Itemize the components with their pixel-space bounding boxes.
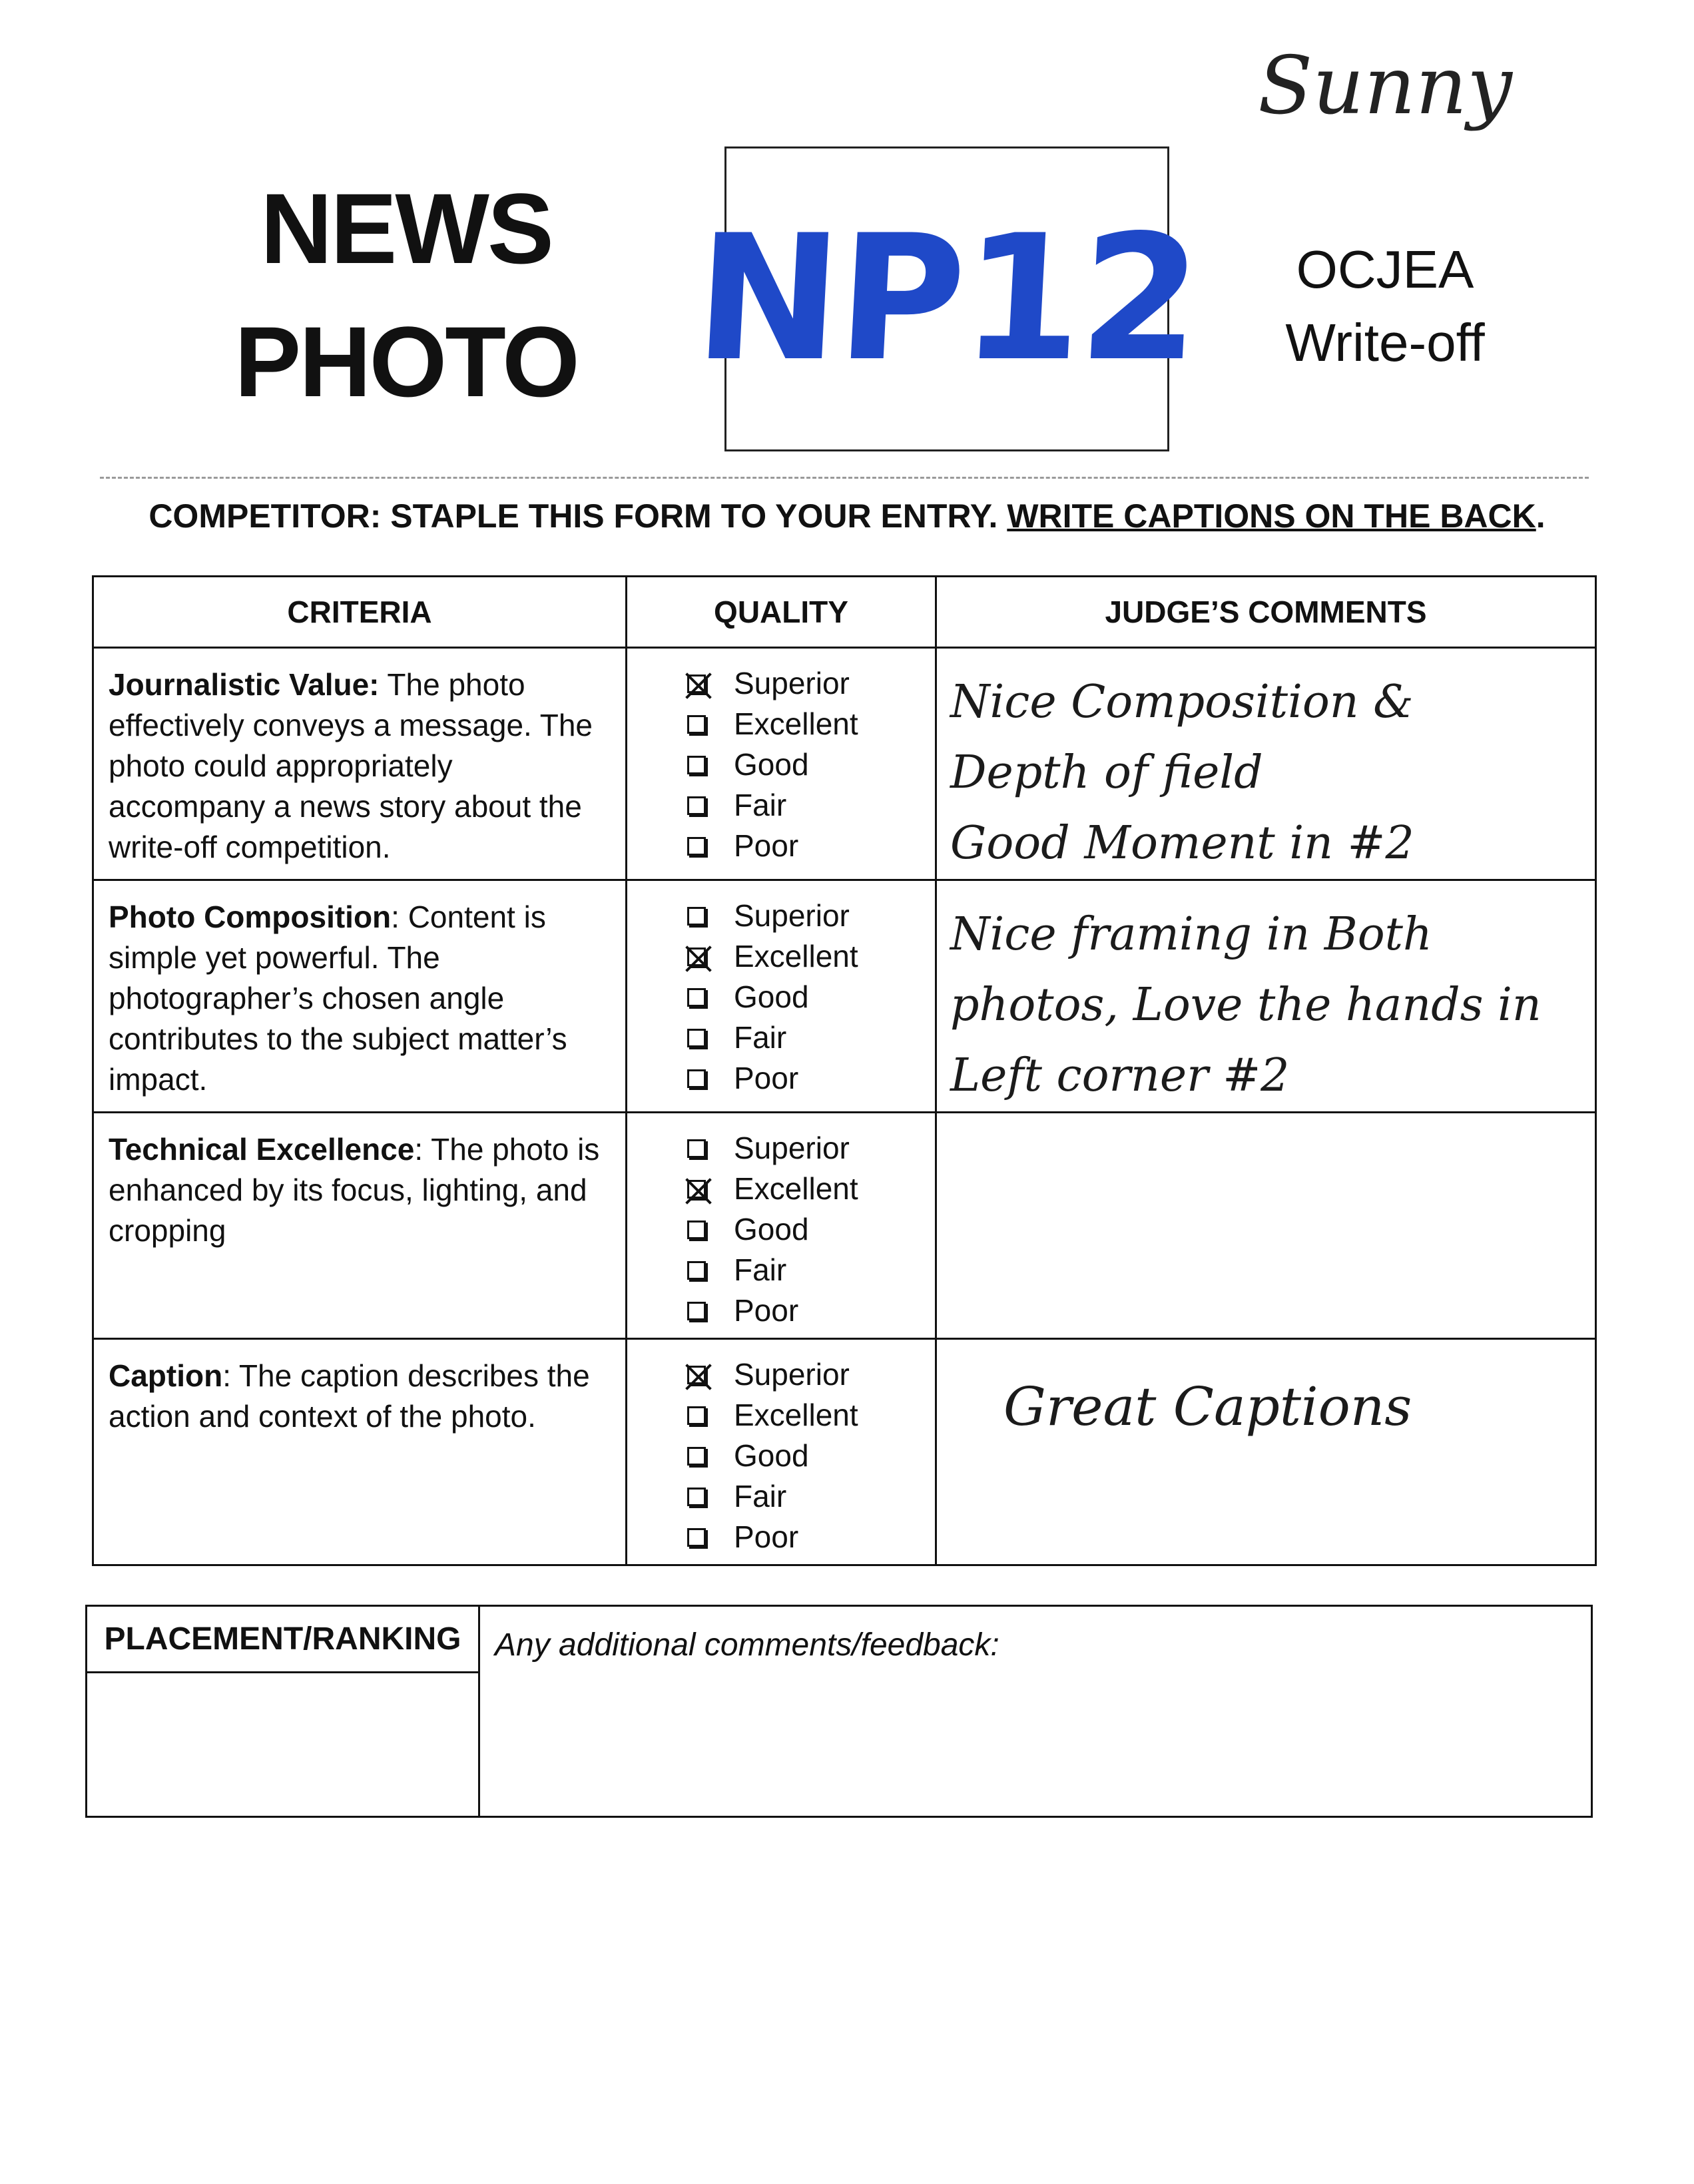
quality-option-label: Superior	[734, 1131, 850, 1165]
instruction-part-2: WRITE CAPTIONS ON THE BACK	[1007, 497, 1536, 535]
quality-option[interactable]	[687, 1517, 935, 1557]
quality-option-label: Poor	[734, 828, 799, 863]
criteria-label: Caption	[109, 1358, 223, 1393]
table-row	[93, 880, 1596, 1113]
quality-option[interactable]	[687, 1250, 935, 1290]
criteria-label: Journalistic Value:	[109, 667, 380, 702]
feedback-area[interactable]	[479, 1606, 1592, 1817]
quality-option-label: Good	[734, 979, 809, 1014]
table-row	[93, 648, 1596, 880]
quality-option-label: Excellent	[734, 1398, 858, 1432]
checked-box-icon[interactable]	[687, 1180, 706, 1199]
competitor-name-handwritten: Sunny	[1258, 40, 1512, 133]
quality-cell	[627, 880, 936, 1113]
quality-option[interactable]	[687, 1169, 935, 1209]
quality-cell	[627, 648, 936, 880]
judge-comment-cell[interactable]	[936, 880, 1596, 1113]
quality-option-label: Poor	[734, 1293, 799, 1328]
quality-option[interactable]	[687, 977, 935, 1017]
checked-box-icon[interactable]	[687, 1366, 706, 1384]
org-line-1: OCJEA	[1296, 240, 1474, 299]
quality-option[interactable]	[687, 896, 935, 936]
checked-box-icon[interactable]	[687, 675, 706, 693]
quality-option-label: Excellent	[734, 1171, 858, 1206]
criteria-cell	[93, 1339, 627, 1565]
quality-option-label: Superior	[734, 1357, 850, 1392]
criteria-label: Technical Excellence	[109, 1132, 415, 1167]
quality-option-label: Fair	[734, 788, 787, 822]
criteria-label: Photo Composition	[109, 900, 392, 934]
judge-comment-cell[interactable]	[936, 1113, 1596, 1339]
quality-option-label: Fair	[734, 1252, 787, 1287]
checkbox-icon[interactable]	[687, 796, 706, 815]
table-header-row	[93, 577, 1596, 648]
placement-header: PLACEMENT/RANKING	[87, 1606, 479, 1673]
criteria-cell	[93, 648, 627, 880]
criteria-cell	[93, 880, 627, 1113]
quality-option[interactable]	[687, 744, 935, 785]
checkbox-icon[interactable]	[687, 715, 706, 734]
quality-option[interactable]	[687, 1017, 935, 1058]
entry-code-box	[691, 146, 1203, 451]
judge-comment-cell[interactable]	[936, 1339, 1596, 1565]
divider	[100, 477, 1589, 479]
quality-cell	[627, 1339, 936, 1565]
quality-option-label: Fair	[734, 1020, 787, 1055]
criteria-description: : Content is simple yet powerful. The photographer’s chosen angle contributes to the subject matter’s impact.	[109, 900, 567, 1097]
criteria-cell	[93, 1113, 627, 1339]
checkbox-icon[interactable]	[687, 1069, 706, 1088]
entry-code: NP12	[691, 198, 1203, 400]
quality-option-label: Poor	[734, 1519, 799, 1554]
quality-option-label: Superior	[734, 666, 850, 700]
quality-option-label: Poor	[734, 1061, 799, 1095]
quality-option[interactable]	[687, 1354, 935, 1395]
checkbox-icon[interactable]	[687, 1406, 706, 1425]
judge-comment-line: Good Moment in #2	[950, 817, 1414, 870]
quality-option[interactable]	[687, 826, 935, 866]
checkbox-icon[interactable]	[687, 1302, 706, 1320]
quality-option[interactable]	[687, 1436, 935, 1476]
quality-option-label: Excellent	[734, 939, 858, 973]
quality-option[interactable]	[687, 1209, 935, 1250]
checkbox-icon[interactable]	[687, 988, 706, 1007]
quality-option-label: Good	[734, 1212, 809, 1246]
quality-option[interactable]	[687, 1058, 935, 1099]
feedback-label: Any additional comments/feedback:	[495, 1627, 999, 1663]
quality-option-label: Good	[734, 747, 809, 782]
judge-comment-line: Nice framing in Both	[950, 908, 1432, 961]
quality-option-label: Good	[734, 1438, 809, 1473]
quality-option[interactable]	[687, 1128, 935, 1169]
quality-option-label: Superior	[734, 898, 850, 933]
checkbox-icon[interactable]	[687, 1261, 706, 1280]
checkbox-icon[interactable]	[687, 837, 706, 856]
header-criteria: CRITERIA	[93, 577, 627, 648]
table-row	[93, 1113, 1596, 1339]
checkbox-icon[interactable]	[687, 1447, 706, 1466]
criteria-table	[92, 575, 1597, 1566]
organization	[1239, 233, 1532, 380]
quality-option[interactable]	[687, 785, 935, 826]
quality-option-label: Fair	[734, 1479, 787, 1513]
judge-comment-cell[interactable]	[936, 648, 1596, 880]
header-judges-comments: JUDGE’S COMMENTS	[936, 577, 1596, 648]
quality-option[interactable]	[687, 704, 935, 744]
table-row	[93, 1339, 1596, 1565]
judge-comment-line: Depth of field	[950, 746, 1263, 799]
checkbox-icon[interactable]	[687, 1528, 706, 1547]
title-photo: PHOTO	[234, 306, 578, 417]
checkbox-icon[interactable]	[687, 907, 706, 926]
checked-box-icon[interactable]	[687, 948, 706, 966]
judge-comment-line: Left corner #2	[950, 1049, 1290, 1102]
checkbox-icon[interactable]	[687, 1029, 706, 1047]
quality-option[interactable]	[687, 1290, 935, 1331]
judge-comment-line: photos, Love the hands in	[950, 979, 1542, 1031]
quality-option[interactable]	[687, 936, 935, 977]
quality-cell	[627, 1113, 936, 1339]
checkbox-icon[interactable]	[687, 1488, 706, 1506]
checkbox-icon[interactable]	[687, 1139, 706, 1158]
instruction-line: COMPETITOR: STAPLE THIS FORM TO YOUR ENTRY. WRITE CAPTIONS ON THE BACK.	[148, 497, 1546, 535]
quality-option[interactable]	[687, 663, 935, 704]
header-quality: QUALITY	[627, 577, 936, 648]
criteria-description: The photo effectively conveys a message. The photo could appropriately accompany a news story about the write-off competition.	[109, 667, 593, 864]
checkbox-icon[interactable]	[687, 756, 706, 774]
criteria-description: : The caption describes the action and context of the photo.	[109, 1358, 590, 1434]
judge-comment-line: Great Captions	[1003, 1376, 1412, 1438]
quality-option-label: Excellent	[734, 706, 858, 741]
title-news: NEWS	[260, 172, 552, 284]
quality-option[interactable]	[687, 1476, 935, 1517]
org-line-2: Write-off	[1285, 313, 1485, 372]
criteria-description: : The photo is enhanced by its focus, lighting, and cropping	[109, 1132, 600, 1248]
quality-option[interactable]	[687, 1395, 935, 1436]
checkbox-icon[interactable]	[687, 1221, 706, 1239]
instruction-part-1: COMPETITOR: STAPLE THIS FORM TO YOUR ENTRY.	[148, 497, 998, 535]
judge-comment-line: Nice Composition &	[950, 676, 1414, 728]
placement-table	[85, 1605, 1593, 1818]
placement-input-area[interactable]	[87, 1673, 479, 1817]
